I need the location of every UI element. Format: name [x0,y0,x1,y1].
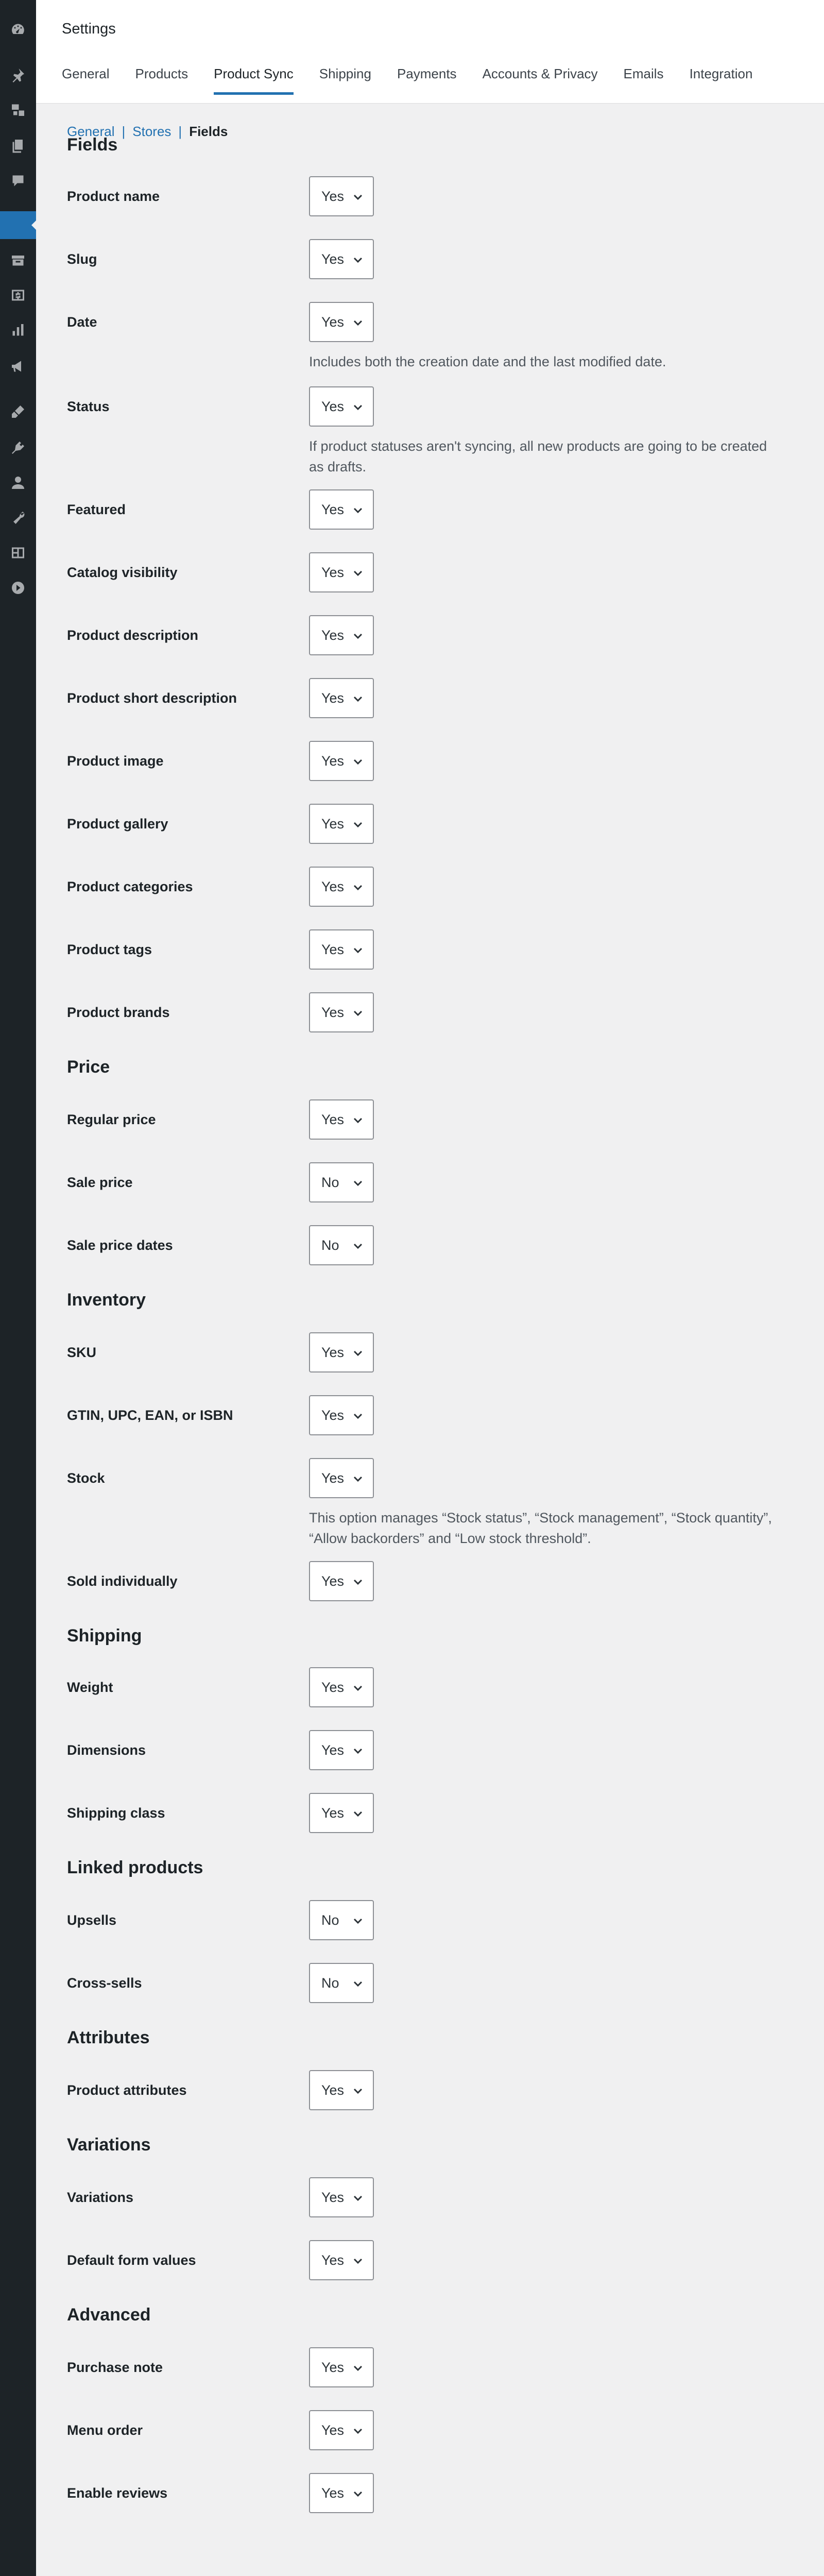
product-image-select[interactable] [309,741,374,781]
section-title-advanced: Advanced [67,2305,151,2325]
setting-label: Stock [67,1470,105,1486]
chevron-down-icon [352,401,364,413]
cross-sells-select[interactable] [309,1963,374,2003]
comments-icon[interactable] [0,167,36,195]
chevron-down-icon [352,2425,364,2436]
settings-header [36,0,824,104]
select-value: Yes [321,2359,345,2375]
setting-label: Product gallery [67,816,168,832]
chevron-down-icon [352,1978,364,1989]
page-title: Settings [62,21,116,37]
sku-select[interactable] [309,1332,374,1372]
chevron-down-icon [352,2362,364,2374]
section-title-fields: Fields [67,135,118,155]
product-name-select[interactable] [309,176,374,216]
select-value: Yes [321,1573,345,1589]
chevron-down-icon [352,567,364,579]
select-value: Yes [321,1805,345,1821]
section-title-attributes: Attributes [67,2028,150,2047]
chevron-down-icon [352,1473,364,1484]
setting-label: Slug [67,251,97,267]
analytics-icon[interactable] [0,316,36,344]
sale-price-select[interactable] [309,1162,374,1202]
enable-reviews-select[interactable] [309,2473,374,2513]
section-title-price: Price [67,1057,110,1077]
chevron-down-icon [352,1347,364,1359]
status-select[interactable] [309,386,374,427]
select-value: Yes [321,2082,345,2098]
setting-description: This option manages “Stock status”, “Stock management”, “Stock quantity”, “Allow backorders” and “Low stock threshold”. [309,1510,772,1546]
select-value: Yes [321,251,345,267]
shipping-class-select[interactable] [309,1793,374,1833]
chevron-down-icon [352,756,364,767]
chevron-down-icon [352,191,364,202]
select-value: Yes [321,690,345,706]
variations-select[interactable] [309,2177,374,2217]
setting-label: Product image [67,753,164,769]
tab-shipping[interactable]: Shipping [319,66,371,81]
select-value: Yes [321,816,345,832]
chevron-down-icon [352,1007,364,1019]
section-title-shipping: Shipping [67,1626,142,1646]
subnav-separator: | [122,124,126,139]
select-value: Yes [321,398,345,414]
chevron-down-icon [352,254,364,265]
marketing-icon[interactable] [0,352,36,380]
setting-label: Default form values [67,2252,196,2268]
chevron-down-icon [352,1808,364,1819]
dimensions-select[interactable] [309,1730,374,1770]
appearance-icon[interactable] [0,398,36,426]
setting-description: If product statuses aren't syncing, all new products are going to be created as drafts. [309,438,767,474]
chevron-down-icon [352,317,364,328]
setting-label: Product categories [67,879,193,894]
pin-icon[interactable] [0,61,36,89]
product-description-select[interactable] [309,615,374,655]
upsells-select[interactable] [309,1900,374,1940]
setting-label: GTIN, UPC, EAN, or ISBN [67,1408,233,1423]
select-value: Yes [321,753,345,769]
setting-label: Date [67,314,97,330]
chevron-down-icon [352,1177,364,1189]
select-value: Yes [321,941,345,957]
collapse-icon[interactable] [0,574,36,602]
tools-icon[interactable] [0,504,36,532]
media-icon[interactable] [0,96,36,124]
chevron-down-icon [352,2085,364,2096]
woocommerce-icon[interactable] [0,211,36,239]
stock-select[interactable] [309,1458,374,1498]
settings-tabs [62,66,778,95]
subnav-general-link[interactable]: General [67,124,115,139]
select-value: No [321,1237,339,1253]
chevron-down-icon [352,944,364,956]
chevron-down-icon [352,1682,364,1693]
chevron-down-icon [352,630,364,641]
chevron-down-icon [352,1410,364,1421]
setting-label: Enable reviews [67,2485,168,2501]
select-value: Yes [321,2422,345,2438]
chevron-down-icon [352,1915,364,1926]
setting-label: Sale price dates [67,1238,173,1253]
product-categories-select[interactable] [309,867,374,907]
sale-price-dates-select[interactable] [309,1225,374,1265]
chevron-down-icon [352,504,364,516]
chevron-down-icon [352,2255,364,2266]
select-value: Yes [321,564,345,580]
setting-label: Upsells [67,1912,117,1928]
product-gallery-select[interactable] [309,804,374,844]
gtin-upc-ean-or-isbn-select[interactable] [309,1395,374,1435]
select-value: Yes [321,1111,345,1127]
setting-label: Status [67,399,110,414]
select-value: Yes [321,314,345,330]
subnav-stores-link[interactable]: Stores [132,124,171,139]
products-icon[interactable] [0,246,36,274]
chevron-down-icon [352,1114,364,1126]
menu-order-select[interactable] [309,2410,374,2450]
tab-integration[interactable]: Integration [689,66,753,81]
select-value: Yes [321,501,345,517]
select-value: Yes [321,1407,345,1423]
regular-price-select[interactable] [309,1099,374,1140]
select-value: Yes [321,878,345,894]
setting-label: Sold individually [67,1573,178,1589]
admin-sidebar [0,0,36,2576]
tab-products[interactable]: Products [135,66,188,81]
setting-label: Product brands [67,1005,170,1020]
tab-emails[interactable]: Emails [623,66,664,81]
select-value: No [321,1975,339,1991]
default-form-values-select[interactable] [309,2240,374,2280]
featured-select[interactable] [309,489,374,530]
chevron-down-icon [352,1576,364,1587]
users-icon[interactable] [0,469,36,497]
catalog-visibility-select[interactable] [309,552,374,592]
product-tags-select[interactable] [309,929,374,970]
product-attributes-select[interactable] [309,2070,374,2110]
section-title-linked: Linked products [67,1858,203,1877]
setting-label: Cross-sells [67,1975,142,1991]
payments-icon[interactable] [0,281,36,309]
chevron-down-icon [352,1240,364,1251]
select-value: Yes [321,1742,345,1758]
slug-select[interactable] [309,239,374,279]
setting-label: Product short description [67,690,237,706]
tab-general[interactable]: General [62,66,110,81]
setting-label: Catalog visibility [67,565,178,580]
setting-label: Dimensions [67,1742,146,1758]
setting-description: Includes both the creation date and the last modified date. [309,354,666,369]
select-value: Yes [321,2189,345,2205]
setting-label: Product description [67,628,199,643]
setting-label: SKU [67,1345,97,1360]
select-value: Yes [321,627,345,643]
chevron-down-icon [352,882,364,893]
select-value: No [321,1912,339,1928]
tab-accounts-privacy[interactable]: Accounts & Privacy [482,66,598,81]
chevron-down-icon [352,819,364,830]
subnav-fields-current: Fields [189,124,228,139]
chevron-down-icon [352,1745,364,1756]
select-value: Yes [321,188,345,204]
plugins-icon[interactable] [0,434,36,462]
setting-label: Featured [67,502,126,517]
setting-label: Weight [67,1680,113,1695]
setting-label: Product attributes [67,2082,187,2098]
setting-label: Shipping class [67,1805,165,1821]
chevron-down-icon [352,693,364,704]
settings-icon[interactable] [0,539,36,567]
pages-icon[interactable] [0,132,36,160]
dashboard-icon[interactable] [0,15,36,43]
select-value: Yes [321,2485,345,2501]
setting-label: Product name [67,189,160,204]
tab-payments[interactable]: Payments [397,66,457,81]
select-value: Yes [321,1679,345,1695]
setting-label: Menu order [67,2422,143,2438]
weight-select[interactable] [309,1667,374,1707]
setting-label: Purchase note [67,2360,163,2375]
select-value: Yes [321,2252,345,2268]
setting-label: Regular price [67,1112,156,1127]
chevron-down-icon [352,2192,364,2204]
select-value: Yes [321,1470,345,1486]
sold-individually-select[interactable] [309,1561,374,1601]
select-value: Yes [321,1344,345,1360]
product-brands-select[interactable] [309,992,374,1032]
setting-label: Sale price [67,1175,133,1190]
product-short-description-select[interactable] [309,678,374,718]
date-select[interactable] [309,302,374,342]
section-title-inventory: Inventory [67,1290,146,1310]
select-value: Yes [321,1004,345,1020]
subnav-separator: | [178,124,182,139]
purchase-note-select[interactable] [309,2347,374,2387]
setting-label: Variations [67,2190,134,2205]
select-value: No [321,1174,339,1190]
tab-product-sync[interactable]: Product Sync [214,66,294,95]
setting-label: Product tags [67,942,152,957]
chevron-down-icon [352,2488,364,2499]
section-title-variations: Variations [67,2135,151,2155]
